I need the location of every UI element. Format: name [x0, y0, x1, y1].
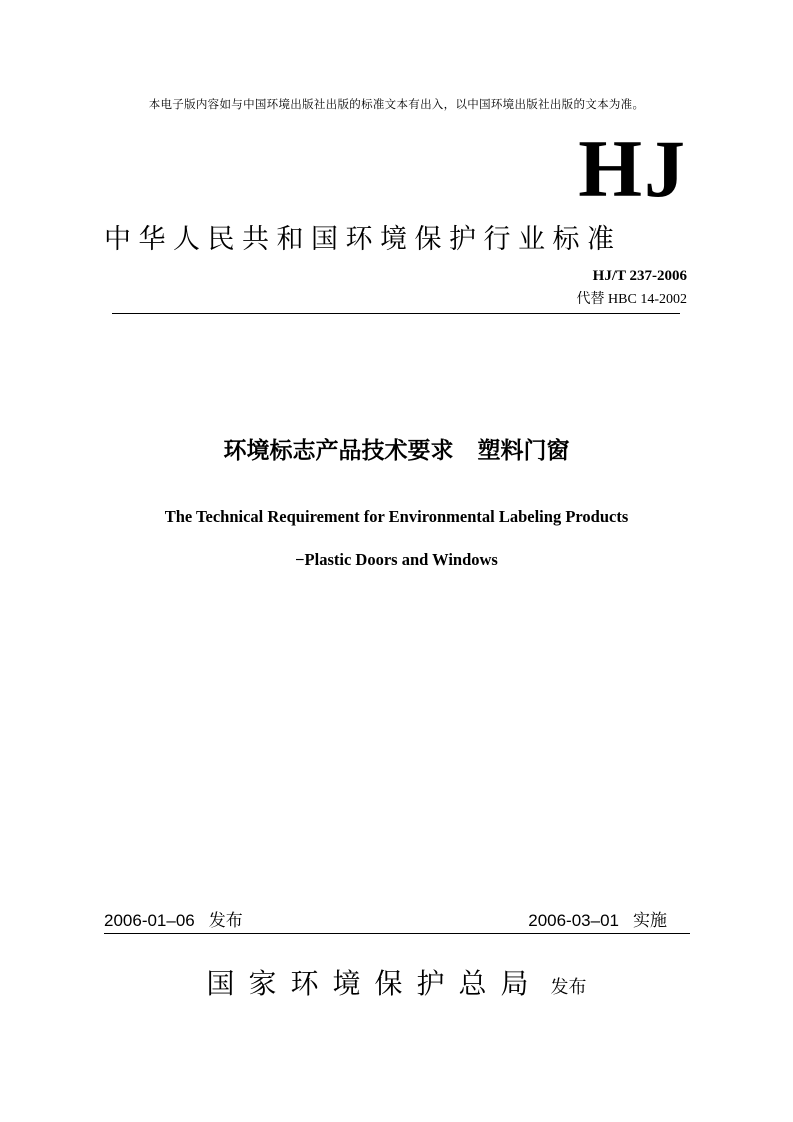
issuing-authority: 国家环境保护总局	[206, 967, 543, 1000]
header-divider	[112, 313, 680, 314]
issuer-group	[0, 962, 793, 1002]
disclaimer-notice: 本电子版内容如与中国环境出版社出版的标准文本有出入，以中国环境出版社出版的文本为准。	[148, 97, 645, 111]
implementation-label: 实施	[633, 911, 667, 931]
document-title-english-line1: The Technical Requirement for Environmental Labeling Products	[164, 507, 629, 526]
document-title-chinese: 环境标志产品技术要求 塑料门窗	[223, 438, 570, 464]
issue-label: 发布	[208, 911, 243, 931]
issue-date: 2006-01–06	[104, 911, 195, 930]
issue-date-group	[104, 906, 243, 931]
footer-divider	[104, 933, 690, 934]
replaces-standard: 代替 HBC 14-2002	[576, 292, 687, 307]
implementation-date-group	[528, 906, 667, 931]
document-title-english-line2: −Plastic Doors and Windows	[295, 550, 498, 569]
implementation-date: 2006-03–01	[528, 911, 619, 930]
issuer-issue-label: 发布	[550, 977, 587, 998]
hj-logo: HJ	[578, 123, 687, 214]
standard-category-title: 中华人民共和国环境保护行业标准	[104, 224, 622, 255]
standard-code: HJ/T 237-2006	[592, 268, 687, 284]
